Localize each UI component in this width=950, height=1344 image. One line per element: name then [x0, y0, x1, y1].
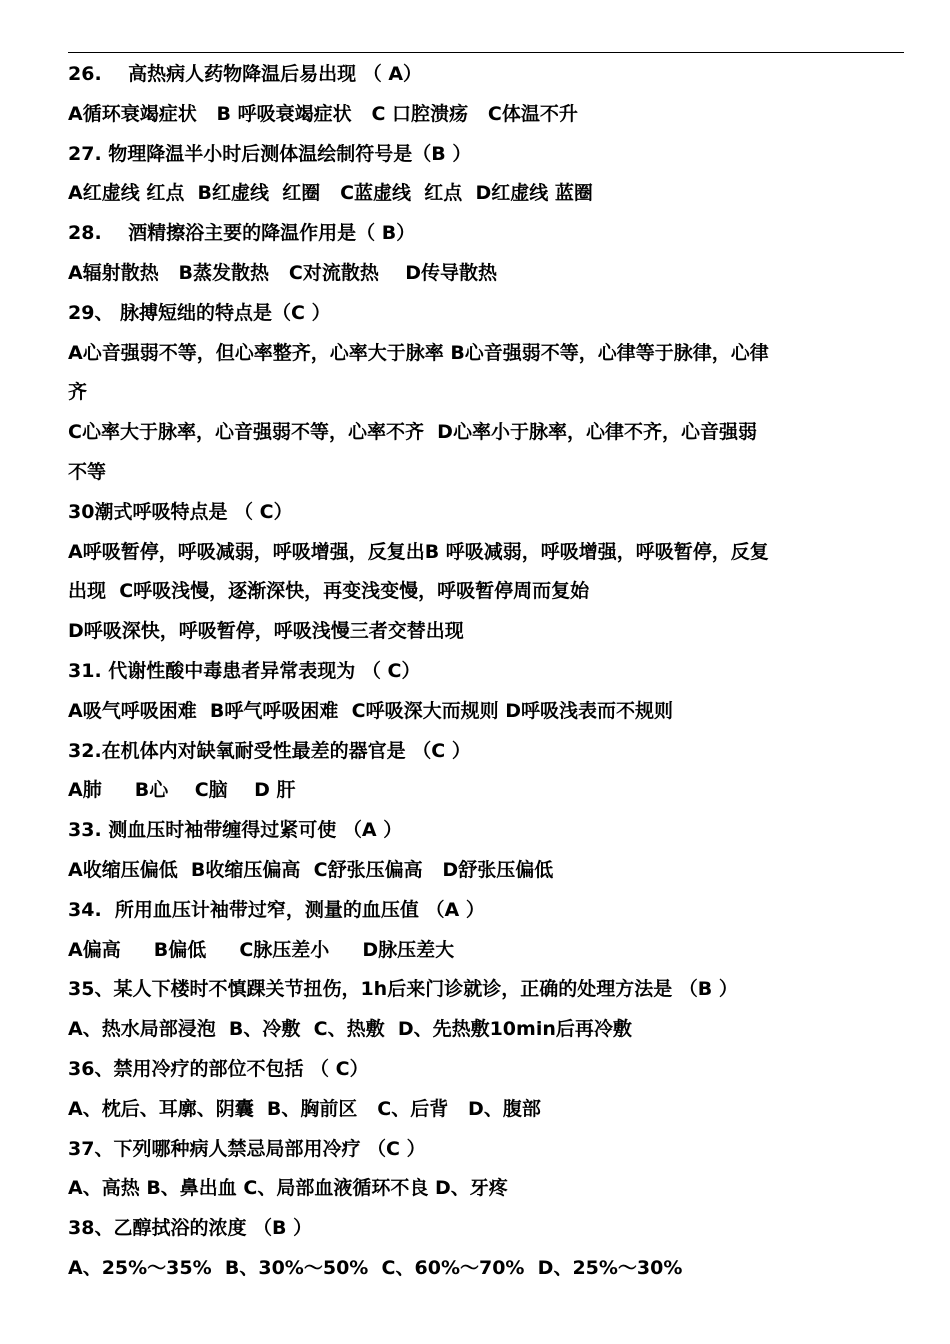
question-28-stem: 28. 酒精擦浴主要的降温作用是（ B）	[68, 222, 416, 245]
question-37-stem: 37、下列哪种病人禁忌局部用冷疗 （C ）	[68, 1137, 426, 1160]
question-27-stem: 27. 物理降温半小时后测体温绘制符号是（B ）	[68, 142, 472, 165]
question-34-stem: 34. 所用血压计袖带过窄，测量的血压值 （A ）	[68, 898, 485, 921]
question-31-options: A吸气呼吸困难 B呼气呼吸困难 C呼吸深大而规则 D呼吸浅表而不规则	[68, 699, 673, 722]
question-29-options-ab: A心音强弱不等，但心率整齐，心率大于脉率 B心音强弱不等，心律等于脉律，心律	[68, 341, 769, 364]
question-29-options-cd: C心率大于脉率，心音强弱不等，心率不齐 D心率小于脉率，心律不齐，心音强弱	[68, 421, 757, 444]
question-36-options: A、枕后、耳廓、阴囊 B、胸前区 C、后背 D、腹部	[68, 1097, 541, 1120]
question-36-stem: 36、禁用冷疗的部位不包括 （ C）	[68, 1057, 369, 1080]
header-rule	[68, 52, 904, 53]
question-32-stem: 32.在机体内对缺氧耐受性最差的器官是 （C ）	[68, 739, 471, 762]
question-27-options: A红虚线 红点 B红虚线 红圈 C蓝虚线 红点 D红虚线 蓝圈	[68, 182, 593, 205]
question-26-options: A循环衰竭症状 B 呼吸衰竭症状 C 口腔溃疡 C体温不升	[68, 102, 578, 125]
question-29-stem: 29、 脉搏短绌的特点是（C ）	[68, 301, 331, 324]
question-28-options: A辐射散热 B蒸发散热 C对流散热 D传导散热	[68, 261, 498, 284]
question-38-options: A、25%～35% B、30%～50% C、60%～70% D、25%～30%	[68, 1256, 683, 1279]
question-38-stem: 38、乙醇拭浴的浓度 （B ）	[68, 1217, 313, 1240]
question-26-stem: 26. 高热病人药物降温后易出现 （ A）	[68, 63, 423, 85]
question-31-stem: 31. 代谢性酸中毒患者异常表现为 （ C）	[68, 659, 421, 682]
question-30-options-ab: A呼吸暂停，呼吸减弱，呼吸增强，反复出B 呼吸减弱，呼吸增强，呼吸暂停，反复	[68, 540, 769, 563]
question-30-options-d: D呼吸深快，呼吸暂停，呼吸浅慢三者交替出现	[68, 620, 464, 643]
question-29-options-ab-cont: 齐	[68, 381, 88, 404]
question-32-options: A肺 B心 C脑 D 肝	[68, 779, 296, 802]
question-33-options: A收缩压偏低 B收缩压偏高 C舒张压偏高 D舒张压偏低	[68, 858, 554, 881]
question-list	[68, 55, 908, 1289]
question-37-options: A、高热 B、鼻出血 C、局部血液循环不良 D、牙疼	[68, 1177, 508, 1200]
question-30-options-c: 出现 C呼吸浅慢，逐渐深快，再变浅变慢，呼吸暂停周而复始	[68, 580, 590, 603]
question-35-options: A、热水局部浸泡 B、冷敷 C、热敷 D、先热敷10min后再冷敷	[68, 1018, 632, 1041]
question-35-stem: 35、某人下楼时不慎踝关节扭伤，1h后来门诊就诊，正确的处理方法是 （B ）	[68, 978, 738, 1001]
question-33-stem: 33. 测血压时袖带缠得过紧可使 （A ）	[68, 819, 403, 842]
question-30-stem: 30潮式呼吸特点是 （ C）	[68, 500, 293, 523]
question-34-options: A偏高 B偏低 C脉压差小 D脉压差大	[68, 938, 455, 961]
question-29-options-cd-cont: 不等	[68, 460, 107, 483]
